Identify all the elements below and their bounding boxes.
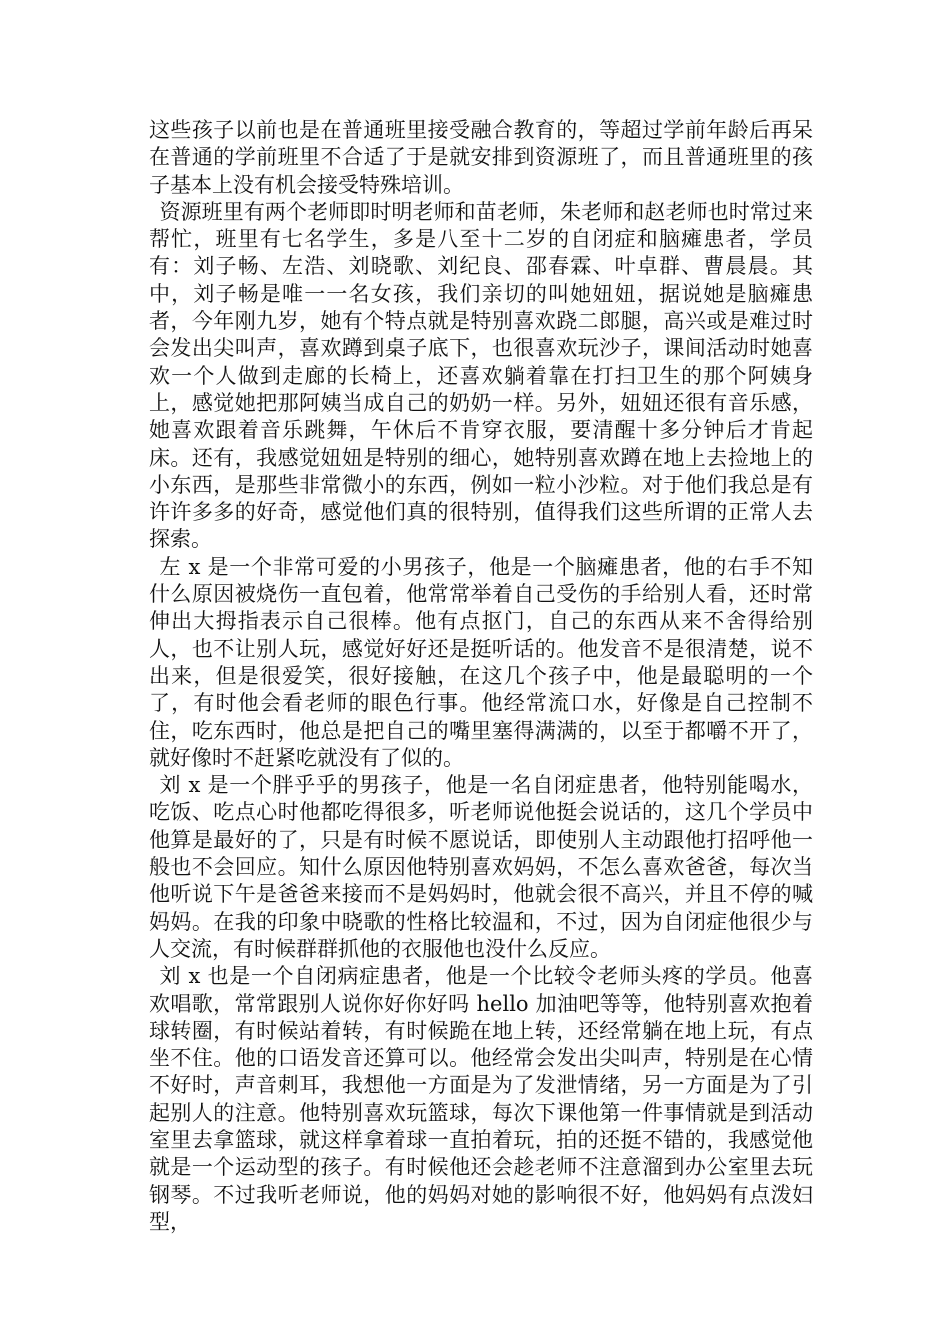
paragraph-1: 这些孩子以前也是在普通班里接受融合教育的，等超过学前年龄后再呆在普通的学前班里不合适了于是就安排到资源班了，而且普通班里的孩子基本上没有机会接受特殊培训。 — [149, 118, 813, 197]
paragraph-3: 左 x 是一个非常可爱的小男孩子，他是一个脑瘫患者，他的右手不知什么原因被烧伤一直包着，他常常举着自己受伤的手给别人看，还时常伸出大拇指表示自己很棒。他有点抠门，自己的东西从来不舍得给别人，也不让别人玩，感觉好好还是挺听话的。他发音不是很清楚，说不出来，但是很爱笑，很好接触，在这几个孩子中，他是最聪明的一个了，有时他会看老师的眼色行事。他经常流口水，好像是自己控制不住，吃东西时，他总是把自己的嘴里塞得满满的，以至于都嚼不开了，就好像时不赶紧吃就没有了似的。 — [149, 554, 813, 770]
paragraph-4: 刘 x 是一个胖乎乎的男孩子，他是一名自闭症患者，他特别能喝水，吃饭、吃点心时他都吃得很多，听老师说他挺会说话的，这几个学员中他算是最好的了，只是有时候不愿说话，即使别人主动跟他打招呼他一般也不会回应。知什么原因他特别喜欢妈妈，不怎么喜欢爸爸，每次当他听说下午是爸爸来接而不是妈妈时，他就会很不高兴，并且不停的喊妈妈。在我的印象中晓歌的性格比较温和，不过，因为自闭症他很少与人交流，有时候群群抓他的衣服他也没什么反应。 — [149, 773, 813, 961]
paragraph-2: 资源班里有两个老师即时明老师和苗老师，朱老师和赵老师也时常过来帮忙，班里有七名学生，多是八至十二岁的自闭症和脑瘫患者，学员有：刘子畅、左浩、刘晓歌、刘纪良、邵春霖、叶卓群、曹晨晨。其中，刘子畅是唯一一名女孩，我们亲切的叫她妞妞，据说她是脑瘫患者，今年刚九岁，她有个特点就是特别喜欢跷二郎腿，高兴或是难过时会发出尖叫声，喜欢蹲到桌子底下，也很喜欢玩沙子，课间活动时她喜欢一个人做到走廊的长椅上，还喜欢躺着靠在打扫卫生的那个阿姨身上，感觉她把那阿姨当成自己的奶奶一样。另外，妞妞还很有音乐感，她喜欢跟着音乐跳舞，午休后不肯穿衣服，要清醒十多分钟后才肯起床。还有，我感觉妞妞是特别的细心，她特别喜欢蹲在地上去捡地上的小东西，是那些非常微小的东西，例如一粒小沙粒。对于他们我总是有许许多多的好奇，感觉他们真的很特别，值得我们这些所谓的正常人去探索。 — [149, 199, 813, 552]
paragraph-5: 刘 x 也是一个自闭病症患者，他是一个比较令老师头疼的学员。他喜欢唱歌，常常跟别人说你好你好吗 hello 加油吧等等，他特别喜欢抱着球转圈，有时候站着转，有时候跪在地上转，还经常躺在地上玩，有点坐不住。他的口语发音还算可以。他经常会发出尖叫声，特别是在心情不好时，声音刺耳，我想他一方面是为了发泄情绪，另一方面是为了引起别人的注意。他特别喜欢玩篮球，每次下课他第一件事情就是到活动室里去拿篮球，就这样拿着球一直拍着玩，拍的还挺不错的，我感觉他就是一个运动型的孩子。有时候他还会趁老师不注意溜到办公室里去玩钢琴。不过我听老师说，他的妈妈对她的影响很不好，他妈妈有点泼妇型， — [149, 964, 813, 1234]
document-body — [149, 117, 813, 1236]
